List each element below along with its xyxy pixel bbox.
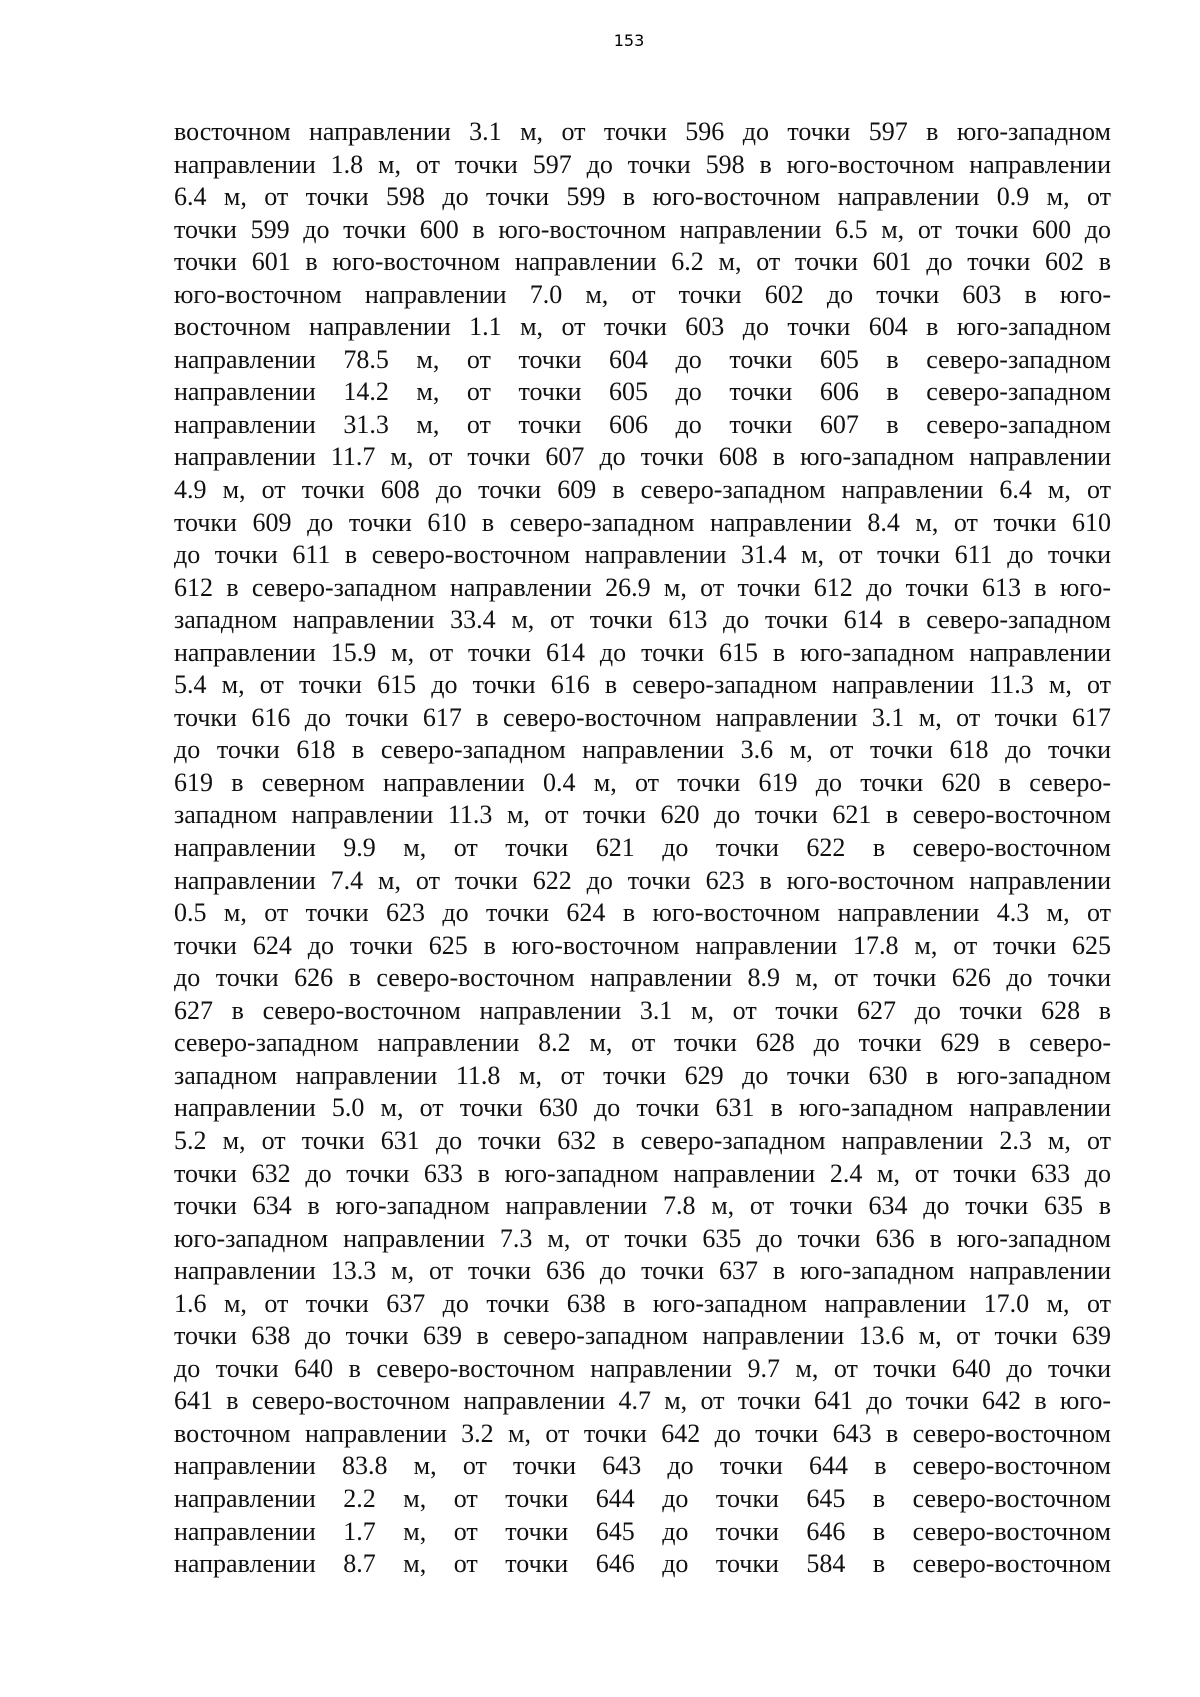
text-line: западном направлении 11.3 м, от точки 620 до точки 621 в северо-восточном (174, 800, 1111, 830)
text-line: точки 632 до точки 633 в юго-западном направлении 2.4 м, от точки 633 до (174, 1158, 1111, 1188)
text-line: направлении 11.7 м, от точки 607 до точки 608 в юго-западном направлении (174, 442, 1111, 472)
text-line: северо-западном направлении 8.2 м, от точки 628 до точки 629 в северо- (174, 1028, 1111, 1058)
text-line: западном направлении 33.4 м, от точки 613 до точки 614 в северо-западном (174, 605, 1111, 635)
text-line: 5.4 м, от точки 615 до точки 616 в северо-западном направлении 11.3 м, от (174, 670, 1111, 700)
page-number: 153 (613, 31, 645, 50)
text-line: направлении 14.2 м, от точки 605 до точки 606 в северо-западном (174, 377, 1111, 407)
text-line: точки 638 до точки 639 в северо-западном направлении 13.6 м, от точки 639 (174, 1321, 1111, 1351)
text-line: точки 624 до точки 625 в юго-восточном направлении 17.8 м, от точки 625 (174, 930, 1111, 960)
text-line: до точки 611 в северо-восточном направлении 31.4 м, от точки 611 до точки (174, 540, 1111, 570)
text-line: точки 616 до точки 617 в северо-восточном направлении 3.1 м, от точки 617 (174, 702, 1111, 732)
text-line: 6.4 м, от точки 598 до точки 599 в юго-восточном направлении 0.9 м, от (174, 182, 1111, 212)
text-line: 0.5 м, от точки 623 до точки 624 в юго-восточном направлении 4.3 м, от (174, 898, 1111, 928)
text-line: направлении 5.0 м, от точки 630 до точки 631 в юго-западном направлении (174, 1093, 1111, 1123)
text-line: точки 601 в юго-восточном направлении 6.2 м, от точки 601 до точки 602 в (174, 247, 1111, 277)
text-line: направлении 31.3 м, от точки 606 до точки 607 в северо-западном (174, 409, 1111, 439)
text-line: 641 в северо-восточном направлении 4.7 м, от точки 641 до точки 642 в юго- (174, 1386, 1111, 1416)
text-line: восточном направлении 3.2 м, от точки 642 до точки 643 в северо-восточном (174, 1418, 1111, 1448)
text-line: 619 в северном направлении 0.4 м, от точки 619 до точки 620 в северо- (174, 767, 1111, 797)
text-line: направлении 1.8 м, от точки 597 до точки 598 в юго-восточном направлении (174, 149, 1111, 179)
text-line: 627 в северо-восточном направлении 3.1 м, от точки 627 до точки 628 в (174, 995, 1111, 1025)
text-line: до точки 618 в северо-западном направлении 3.6 м, от точки 618 до точки (174, 735, 1111, 765)
text-line: направлении 1.7 м, от точки 645 до точки 646 в северо-восточном (174, 1516, 1111, 1546)
text-line: точки 609 до точки 610 в северо-западном направлении 8.4 м, от точки 610 (174, 507, 1111, 537)
text-line: направлении 2.2 м, от точки 644 до точки 645 в северо-восточном (174, 1483, 1111, 1513)
text-line: направлении 83.8 м, от точки 643 до точки 644 в северо-восточном (174, 1451, 1111, 1481)
text-line: направлении 13.3 м, от точки 636 до точки 637 в юго-западном направлении (174, 1256, 1111, 1286)
text-line: юго-западном направлении 7.3 м, от точки 635 до точки 636 в юго-западном (174, 1223, 1111, 1253)
text-line: восточном направлении 1.1 м, от точки 603 до точки 604 в юго-западном (174, 312, 1111, 342)
text-line: направлении 78.5 м, от точки 604 до точки 605 в северо-западном (174, 344, 1111, 374)
text-line: 1.6 м, от точки 637 до точки 638 в юго-западном направлении 17.0 м, от (174, 1288, 1111, 1318)
text-line: направлении 8.7 м, от точки 646 до точки 584 в северо-восточном (174, 1549, 1111, 1579)
text-line: до точки 626 в северо-восточном направлении 8.9 м, от точки 626 до точки (174, 963, 1111, 993)
text-line: 5.2 м, от точки 631 до точки 632 в северо-западном направлении 2.3 м, от (174, 1125, 1111, 1155)
text-line: юго-восточном направлении 7.0 м, от точки 602 до точки 603 в юго- (174, 279, 1111, 309)
text-line: направлении 9.9 м, от точки 621 до точки 622 в северо-восточном (174, 833, 1111, 863)
text-line: 4.9 м, от точки 608 до точки 609 в северо-западном направлении 6.4 м, от (174, 475, 1111, 505)
text-line: западном направлении 11.8 м, от точки 629 до точки 630 в юго-западном (174, 1060, 1111, 1090)
text-line: 612 в северо-западном направлении 26.9 м, от точки 612 до точки 613 в юго- (174, 572, 1111, 602)
text-line: направлении 7.4 м, от точки 622 до точки 623 в юго-восточном направлении (174, 865, 1111, 895)
text-line: восточном направлении 3.1 м, от точки 596 до точки 597 в юго-западном (174, 117, 1111, 146)
text-line: до точки 640 в северо-восточном направлении 9.7 м, от точки 640 до точки (174, 1353, 1111, 1383)
text-line: направлении 15.9 м, от точки 614 до точки 615 в юго-западном направлении (174, 637, 1111, 667)
text-line: точки 599 до точки 600 в юго-восточном направлении 6.5 м, от точки 600 до (174, 214, 1111, 244)
text-line: точки 634 в юго-западном направлении 7.8 м, от точки 634 до точки 635 в (174, 1191, 1111, 1221)
body-text (174, 116, 1111, 1581)
